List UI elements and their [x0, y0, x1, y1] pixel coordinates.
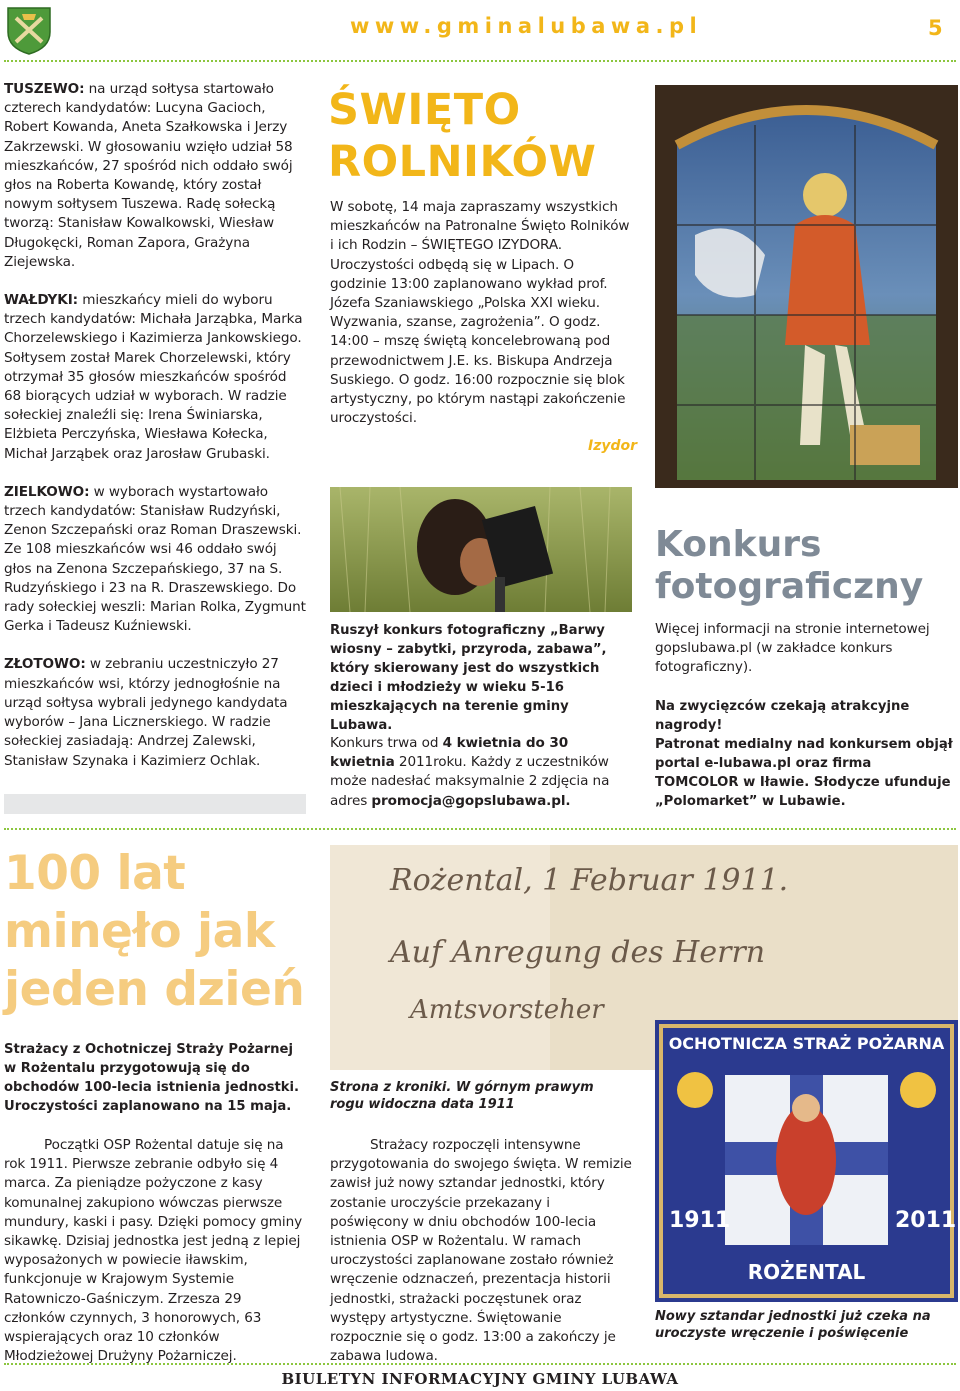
girl-with-camera-photo — [330, 487, 632, 612]
konkurs-text-start: Konkurs trwa od — [330, 735, 443, 751]
konkurs-email[interactable]: promocja@gopslubawa.pl. — [371, 792, 571, 809]
banner-year-left: 1911 — [669, 1208, 731, 1233]
header-divider — [4, 60, 956, 62]
chronicle-line-1: Rożental, 1 Februar 1911. — [390, 863, 789, 898]
coat-of-arms-logo — [4, 4, 54, 56]
konkurs-title — [655, 524, 923, 608]
footer-divider — [4, 1363, 956, 1365]
chronicle-line-3: Amtsvorsteher — [410, 995, 604, 1025]
osp-title-line2: minęło jak — [4, 904, 275, 959]
paragraph-zielkowo — [4, 483, 306, 637]
osp-text-2: Strażacy rozpoczęli intensywne przygotowania do swojego święta. W remizie zawisł już nowy sztandar jednostki, który zostanie uroczyście przekazany i poświęcony w dniu obchodów 100-lecia istnienia OSP w Rożentalu. W ramach uroczystości zaplanowane zostało również wręczenie odznaczeń, prezentacja historii jednostki, strażacki poczęstunek oraz występy artystyczne. Świętowanie rozpocznie się o godz. 13:00 a zakończy je zabawa ludowa. — [330, 1137, 632, 1365]
grey-bar — [4, 794, 306, 814]
konkurs-text-dates: 4 kwietnia do 30 kwietnia — [330, 735, 569, 771]
footer-text: BIULETYN INFORMACYJNY GMINY LUBAWA — [281, 1370, 679, 1388]
label-tuszewo: TUSZEWO: — [4, 81, 85, 97]
fire-brigade-banner-image — [655, 1020, 958, 1302]
text-zlotowo: w zebraniu uczestniczyło 27 mieszkańców wsi, którzy jednogłośnie na urząd sołtysa wybrali jedynego kandydata wyborów – Jana Licznerskiego. W radzie sołeckiej zasiadają: Andrzej Zalewski, Stanisław Szynaka i Kazimierz Ochlak. — [4, 656, 288, 769]
label-zlotowo: ZŁOTOWO: — [4, 656, 86, 673]
chronicle-line-2: Auf Anregung des Herrn — [390, 935, 766, 970]
osp-title-line1: 100 lat — [4, 846, 186, 901]
konkurs-lead: Ruszył konkurs fotograficzny „Barwy wiosny – zabytki, przyroda, zabawa”, który skierowany jest do wszystkich dzieci i młodzieży w wieku 5-16 mieszkających na terenie gminy Lubawa. — [330, 623, 607, 734]
label-zielkowo: ZIELKOWO: — [4, 483, 90, 500]
konkurs-patronage: Patronat medialny nad konkursem objął portal e-lubawa.pl oraz firma TOMCOLOR w Iławie. Słodycze ufunduje „Polomarket” w Lubawie. — [655, 737, 953, 809]
izydor-caption: Izydor — [588, 438, 638, 454]
osp-title — [4, 845, 304, 1019]
osp-title-line3: jeden dzień — [4, 962, 305, 1017]
paragraph-zlotowo — [4, 655, 306, 770]
paragraph-tuszewo — [4, 80, 306, 272]
header-page-number: 5 — [928, 16, 943, 40]
konkurs-text-mid: 2011roku. Każdy z uczestników może nadesłać maksymalnie 2 zdjęcia na adres — [330, 754, 610, 809]
banner-top-text: OCHOTNICZA STRAŻ POŻARNA — [668, 1034, 945, 1053]
column-election-results — [4, 80, 306, 771]
chronicle-caption: Strona z kroniki. W górnym prawym rogu widoczna data 1911 — [330, 1080, 594, 1112]
stained-glass-image — [655, 85, 958, 488]
label-waldyki: WAŁDYKI: — [4, 292, 78, 309]
swieto-title-line2: ROLNIKÓW — [328, 137, 597, 187]
konkurs-prizes: Na zwycięzców czekają atrakcyjne nagrody! — [655, 699, 910, 733]
banner-caption: Nowy sztandar jednostki już czeka na uroczyste wręczenie i poświęcenie — [655, 1309, 931, 1341]
osp-lead: Strażacy z Ochotniczej Straży Pożarnej w Rożentalu przygotowują się do obchodów 100-lecia istnienia jednostki. Uroczystości zaplanowano na 15 maja. — [4, 1042, 300, 1114]
text-zielkowo: w wyborach wystartowało trzech kandydatów: Stanisław Rudzyński, Zenon Szczepański oraz Roman Draszewski. Ze 108 mieszkańców wsi 46 oddało swój głos na Zenona Szczepańskiego, 37 na S. Rudzyńskiego i 23 na R. Draszewskiego. Do rady sołeckiej weszli: Marian Rolka, Zygmunt Gerka i Tadeusz Kuźniewski. — [4, 483, 306, 635]
swieto-title — [328, 84, 596, 188]
section-divider — [4, 828, 956, 830]
konkurs-info: Więcej informacji na stronie internetowej gopslubawa.pl (w zakładce konkurs fotograficzny). — [655, 621, 930, 676]
osp-text-1: Początki OSP Rożental datuje się na rok 1911. Pierwsze zebranie odbyło się 4 marca. Za pieniądze pożyczone z kasy komunalnej zakupiono wówczas pierwsze mundury, kaski i pasy. Dzięki pomocy gminy sikawkę. Dzisiaj jednostka jest jedną z lepiej wyposażonych w powiecie iławskim, funkcjonuje w Krajowym Systemie Ratowniczo-Gaśniczym. Zrzesza 29 członków czynnych, 3 honorowych, 63 wspierających oraz 10 członków Młodzieżowej Drużyny Pożarniczej. — [4, 1137, 303, 1365]
konkurs-text — [330, 734, 634, 811]
swieto-text: W sobotę, 14 maja zapraszamy wszystkich mieszkańców na Patronalne Święto Rolników i ich Rodzin – ŚWIĘTEGO IZYDORA. Uroczystości odbędą się w Lipach. O godzinie 13:00 zaplanowano wykład prof. Józefa Szaniawskiego „Polska XXI wieku. Wyzwania, szanse, zagrożenia”. O godz. 14:00 – mszę świętą koncelebrowaną pod przewodnictwem J.E. ks. Biskupa Andrzeja Suskiego. O godz. 16:00 rozpocznie się blok artystyczny, po którym nastąpi zakończenie uroczystości. — [330, 199, 630, 427]
swieto-title-line1: ŚWIĘTO — [328, 85, 521, 135]
konkurs-title-line2: fotograficzny — [655, 566, 924, 607]
header-website[interactable]: www.gminalubawa.pl — [350, 14, 703, 38]
banner-year-right: 2011 — [895, 1208, 957, 1233]
text-tuszewo: na urząd sołtysa startowało czterech kandydatów: Lucyna Gacioch, Robert Kowanda, Aneta Szałkowska i Jerzy Zakrzewski. W głosowaniu wzięło udział 58 mieszkańców, 27 spośród nich oddało swój głos na Roberta Kowandę, który został nowym sołtysem Tuszewa. Radę sołecką tworzą: Stanisław Kowalkowski, Wiesław Długokęcki, Roman Zapora, Grażyna Ziejewska. — [4, 81, 293, 270]
banner-place-text: ROŻENTAL — [747, 1260, 866, 1284]
text-waldyki: mieszkańcy mieli do wyboru trzech kandydatów: Michała Jarząbka, Marka Chorzelewskiego i Kazimierza Jankowskiego. Sołtysem został Marek Chorzelewski, który otrzymał 35 głosów mieszkańców spośród 68 biorących udział w wyborach. W radzie sołeckiej znaleźli się: Irena Świniarska, Elżbieta Perczyńska, Wiesława Kołecka, Michał Jarząbek oraz Jarosław Grubaski. — [4, 292, 303, 462]
paragraph-waldyki — [4, 291, 306, 464]
konkurs-title-line1: Konkurs — [655, 524, 822, 565]
